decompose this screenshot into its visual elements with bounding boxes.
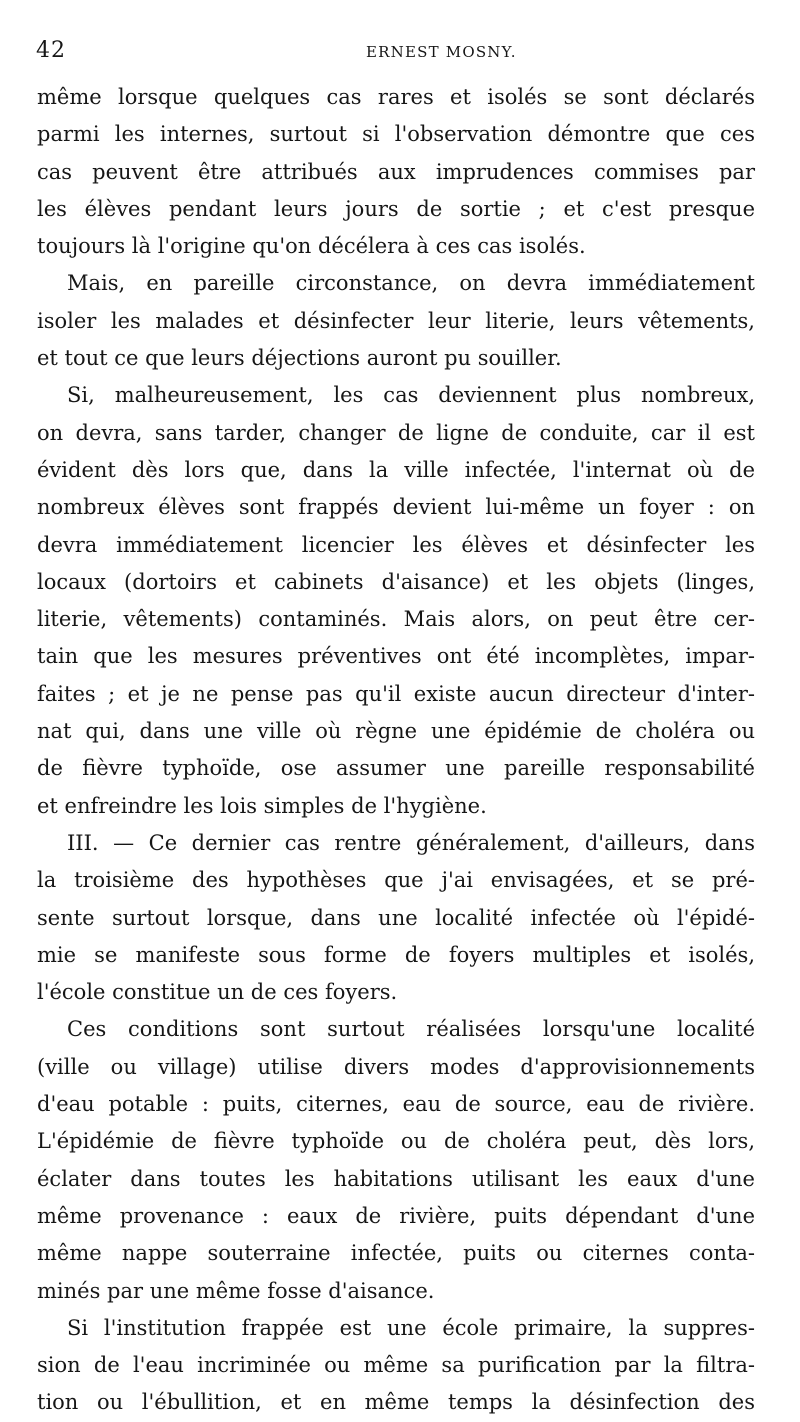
text-line: (ville ou village) utilise divers modes d'approvisionnements [37, 1054, 755, 1079]
text-line: même provenance : eaux de rivière, puits dépendant d'une [37, 1203, 755, 1228]
text-line: évident dès lors que, dans la ville infectée, l'internat où de [37, 457, 755, 482]
text-line: faites ; et je ne pense pas qu'il existe aucun directeur d'inter- [37, 681, 755, 706]
text-line: de fièvre typhoïde, ose assumer une pareille responsabilité [37, 756, 755, 781]
text-line: sente surtout lorsque, dans une localité infectée où l'épidé- [37, 905, 755, 930]
page-header [36, 38, 764, 68]
text-line: on devra, sans tarder, changer de ligne de conduite, car il est [37, 420, 755, 445]
text-line: éclater dans toutes les habitations utilisant les eaux d'une [37, 1166, 755, 1191]
text-line: III. — Ce dernier cas rentre généralement, d'ailleurs, dans [67, 830, 755, 855]
text-line: même lorsque quelques cas rares et isolés se sont déclarés [37, 85, 755, 109]
text-line: minés par une même fosse d'aisance. [37, 1278, 435, 1303]
text-line: literie, vêtements) contaminés. Mais alors, on peut être cer- [37, 607, 755, 632]
text-line: L'épidémie de fièvre typhoïde ou de choléra peut, dès lors, [37, 1129, 755, 1154]
body-text [37, 79, 755, 1422]
text-line: parmi les internes, surtout si l'observation démontre que ces [37, 122, 755, 147]
text-line: devra immédiatement licencier les élèves et désinfecter les [37, 532, 755, 557]
text-line: tion ou l'ébullition, et en même temps la désinfection des [37, 1390, 755, 1415]
text-line: et tout ce que leurs déjections auront pu souiller. [37, 346, 562, 371]
text-line: toujours là l'origine qu'on décélera à ces cas isolés. [37, 234, 586, 259]
text-line: nombreux élèves sont frappés devient lui-même un foyer : on [37, 495, 755, 520]
text-line: Si, malheureusement, les cas deviennent plus nombreux, [67, 383, 755, 408]
text-line: même nappe souterraine infectée, puits ou citernes conta- [37, 1241, 755, 1266]
text-line: isoler les malades et désinfecter leur literie, leurs vêtements, [37, 308, 755, 333]
text-line: tain que les mesures préventives ont été incomplètes, impar- [37, 644, 755, 669]
text-line: locaux (dortoirs et cabinets d'aisance) et les objets (linges, [37, 569, 755, 594]
text-line: d'eau potable : puits, citernes, eau de source, eau de rivière. [37, 1092, 755, 1117]
page-number: 42 [36, 38, 66, 63]
text-line: Mais, en pareille circonstance, on devra immédiatement [67, 271, 755, 296]
text-line: et enfreindre les lois simples de l'hygiène. [37, 793, 487, 818]
text-line: sion de l'eau incriminée ou même sa purification par la filtra- [37, 1353, 755, 1378]
text-line: cas peuvent être attribués aux imprudences commises par [37, 159, 755, 184]
running-title: ERNEST MOSNY. [366, 43, 517, 61]
text-line: Ces conditions sont surtout réalisées lorsqu'une localité [67, 1017, 755, 1042]
text-line: Si l'institution frappée est une école primaire, la suppres- [67, 1315, 755, 1340]
text-line: la troisième des hypothèses que j'ai envisagées, et se pré- [37, 868, 755, 893]
text-line: les élèves pendant leurs jours de sortie ; et c'est presque [37, 196, 755, 221]
text-line: mie se manifeste sous forme de foyers multiples et isolés, [37, 942, 755, 967]
text-line: l'école constitue un de ces foyers. [37, 980, 398, 1005]
text-line: nat qui, dans une ville où règne une épidémie de choléra ou [37, 719, 755, 744]
